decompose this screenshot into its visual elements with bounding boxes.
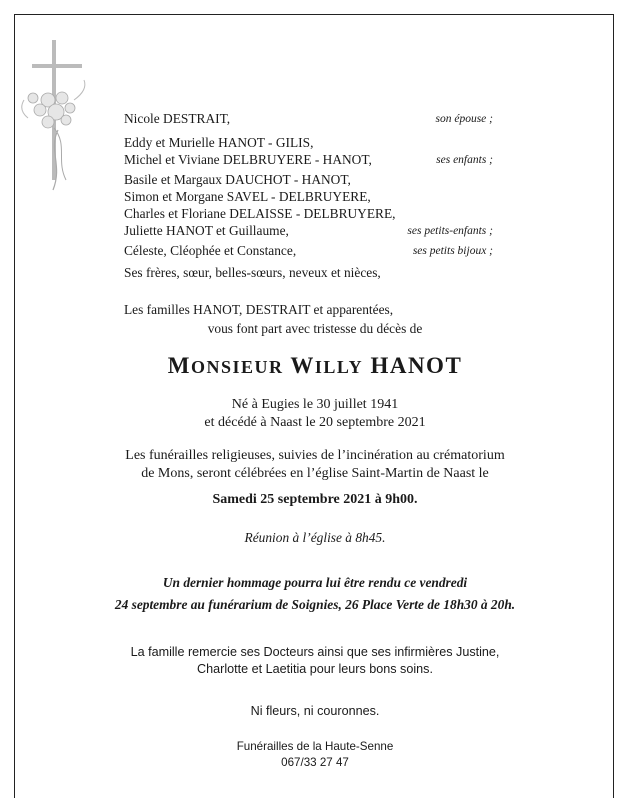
grandchild-2: Simon et Morgane SAVEL - DELBRUYERE,	[124, 189, 371, 204]
meeting-time: Réunion à l’église à 8h45.	[244, 530, 386, 545]
funeral-line-2: de Mons, seront célébrées en l’église Saint-Martin de Naast le	[141, 466, 489, 481]
families-line: Les familles HANOT, DESTRAIT et apparentées,	[124, 302, 394, 317]
grandchildren-role: ses petits-enfants ;	[407, 225, 493, 237]
spouse-role: son épouse ;	[435, 113, 493, 125]
child-1: Eddy et Murielle HANOT - GILIS,	[124, 135, 314, 150]
tribute-line-1: Un dernier hommage pourra lui être rendu ce vendredi	[162, 575, 468, 590]
surname: HANOT	[370, 353, 463, 378]
funeral-home-name: Funérailles de la Haute-Senne	[236, 740, 394, 753]
name-w: W	[290, 353, 315, 378]
deceased-name	[0, 353, 630, 379]
title-m: M	[167, 353, 191, 378]
funeral-date: Samedi 25 septembre 2021 à 9h00.	[212, 492, 418, 507]
death-line: et décédé à Naast le 20 septembre 2021	[204, 415, 426, 430]
jewels-role: ses petits bijoux ;	[412, 245, 493, 257]
no-flowers: Ni fleurs, ni couronnes.	[250, 704, 380, 718]
tribute-line-2: 24 septembre au funérarium de Soignies, 26 Place Verte de 18h30 à 20h.	[114, 597, 516, 612]
grandchild-1: Basile et Margaux DAUCHOT - HANOT,	[124, 172, 351, 187]
thanks-line-1: La famille remercie ses Docteurs ainsi que ses infirmières Justine,	[130, 645, 500, 659]
children-role: ses enfants ;	[436, 154, 493, 166]
siblings-line: Ses frères, sœur, belles-sœurs, neveux et nièces,	[124, 265, 381, 280]
birth-line: Né à Eugies le 30 juillet 1941	[231, 397, 399, 412]
thanks-line-2: Charlotte et Laetitia pour leurs bons soins.	[197, 662, 433, 676]
child-2: Michel et Viviane DELBRUYERE - HANOT,	[124, 152, 372, 167]
jewels-names: Céleste, Cléophée et Constance,	[124, 243, 297, 258]
funeral-line-1: Les funérailles religieuses, suivies de l’incinération au crématorium	[125, 448, 505, 463]
name-illy: ILLY	[314, 357, 364, 377]
title-onsieur: ONSIEUR	[190, 357, 284, 377]
spouse-name: Nicole DESTRAIT,	[124, 111, 231, 126]
grandchild-3: Charles et Floriane DELAISSE - DELBRUYERE,	[124, 206, 396, 221]
grandchild-4: Juliette HANOT et Guillaume,	[124, 223, 289, 238]
announcement: vous font part avec tristesse du décès de	[207, 321, 423, 336]
funeral-home-phone: 067/33 27 47	[281, 756, 349, 769]
cross-with-flowers-icon	[18, 40, 128, 200]
